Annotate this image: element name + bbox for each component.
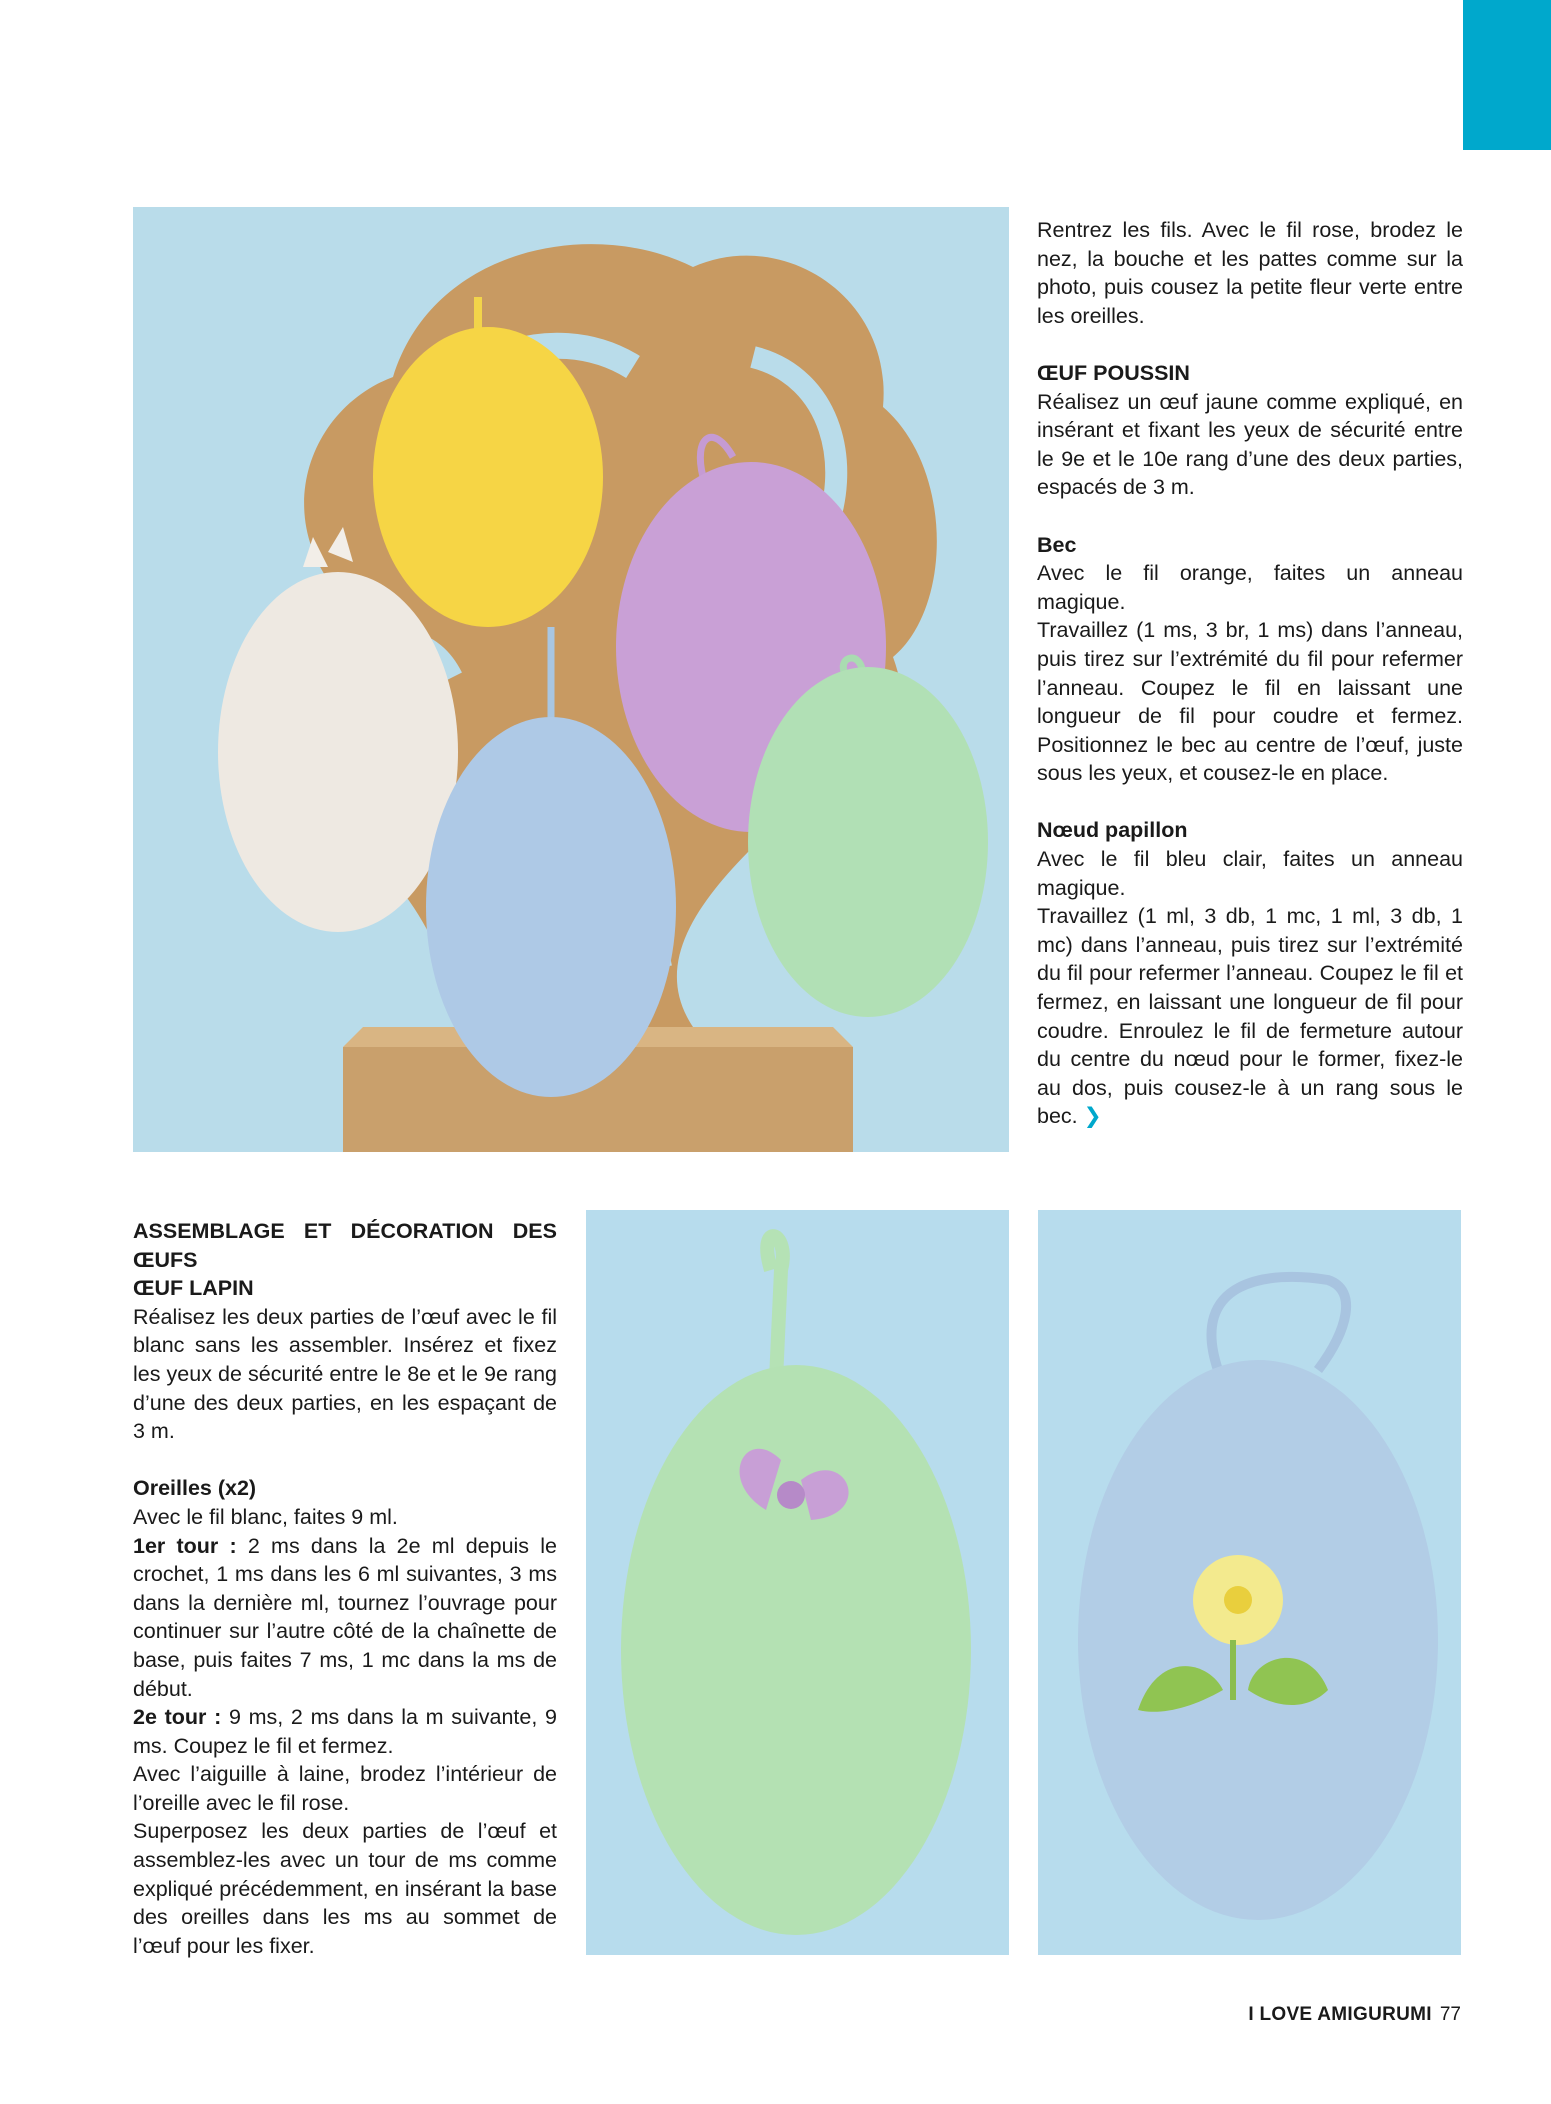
page-footer <box>1248 2003 1461 2027</box>
tour1-text: 2 ms dans la 2e ml depuis le crochet, 1 ms dans les 6 ml suivantes, 3 ms dans la dernière ml, tournez l’ouvrage pour continuer sur l’autre côté de la chaînette de base, puis faites 7 ms, 1 mc dans la ms de début. <box>133 1533 557 1701</box>
section-tab-marker <box>1463 0 1551 150</box>
tour1-label: 1er tour : <box>133 1533 237 1558</box>
poussin-heading: ŒUF POUSSIN <box>1037 360 1190 385</box>
bec-heading: Bec <box>1037 532 1077 557</box>
chevron-right-icon: ❯ <box>1083 1104 1102 1129</box>
egg-tree-photo <box>133 207 1009 1152</box>
assembly-heading: ASSEMBLAGE ET DÉCORATION DES ŒUFS <box>133 1219 557 1272</box>
noeud-heading: Nœud papillon <box>1037 818 1188 843</box>
tour2-label: 2e tour : <box>133 1705 222 1730</box>
aiguille-paragraph: Avec l’aiguille à laine, brodez l’intérieur de l’oreille avec le fil rose. <box>133 1762 557 1815</box>
noeud-paragraph-2-text: Travaillez (1 ml, 3 db, 1 mc, 1 ml, 3 db, 1 mc) dans l’anneau, puis tirez sur l’extrémité du fil pour refermer l’anneau. Coupez le fil et fermez, en laissant une longueur de fil pour coudre. Enroulez le fil de fermeture autour du centre du nœud pour le former, fixez-le au dos, puis cousez-le à un rang sous le bec. <box>1037 904 1463 1129</box>
intro-paragraph: Rentrez les fils. Avec le fil rose, brodez le nez, la bouche et les pattes comme sur la photo, puis cousez la petite fleur verte entre les oreilles. <box>1037 218 1463 328</box>
tour1-paragraph <box>133 1532 557 1704</box>
tour2-text: 9 ms, 2 ms dans la m suivante, 9 ms. Coupez le fil et fermez. <box>133 1705 557 1758</box>
superposez-paragraph: Superposez les deux parties de l’œuf et assemblez-les avec un tour de ms comme expliqué précédemment, en insérant la base des oreilles dans les ms au sommet de l’œuf pour les fixer. <box>133 1819 557 1958</box>
bec-paragraph-2: Travaillez (1 ms, 3 br, 1 ms) dans l’anneau, puis tirez sur l’extrémité du fil pour refermer l’anneau. Coupez le fil en laissant une longueur de fil pour coudre et fermez. Positionnez le bec au centre de l’œuf, juste sous les yeux, et cousez-le en place. <box>1037 618 1463 786</box>
oreilles-heading: Oreilles (x2) <box>133 1476 257 1501</box>
green-egg-bow-photo <box>586 1210 1009 1955</box>
oreilles-paragraph: Avec le fil blanc, faites 9 ml. <box>133 1504 398 1529</box>
noeud-paragraph-2 <box>1037 902 1463 1131</box>
blue-egg-flower-photo <box>1038 1210 1461 1955</box>
lapin-heading: ŒUF LAPIN <box>133 1276 254 1301</box>
tour2-paragraph <box>133 1703 557 1760</box>
left-text-column <box>133 1217 557 1960</box>
page-number: 77 <box>1439 2004 1461 2025</box>
magazine-name: I LOVE AMIGURUMI <box>1248 2004 1432 2025</box>
lapin-paragraph: Réalisez les deux parties de l’œuf avec le fil blanc sans les assembler. Insérez et fixez les yeux de sécurité entre le 8e et le 9e rang d’une des deux parties, en les espaçant de 3 m. <box>133 1304 557 1444</box>
poussin-paragraph: Réalisez un œuf jaune comme expliqué, en insérant et fixant les yeux de sécurité entre le 9e et le 10e rang d’une des deux parties, espacés de 3 m. <box>1037 389 1463 500</box>
bec-paragraph-1: Avec le fil orange, faites un anneau magique. <box>1037 561 1463 614</box>
noeud-paragraph-1: Avec le fil bleu clair, faites un anneau magique. <box>1037 847 1463 900</box>
right-text-column <box>1037 216 1463 1131</box>
